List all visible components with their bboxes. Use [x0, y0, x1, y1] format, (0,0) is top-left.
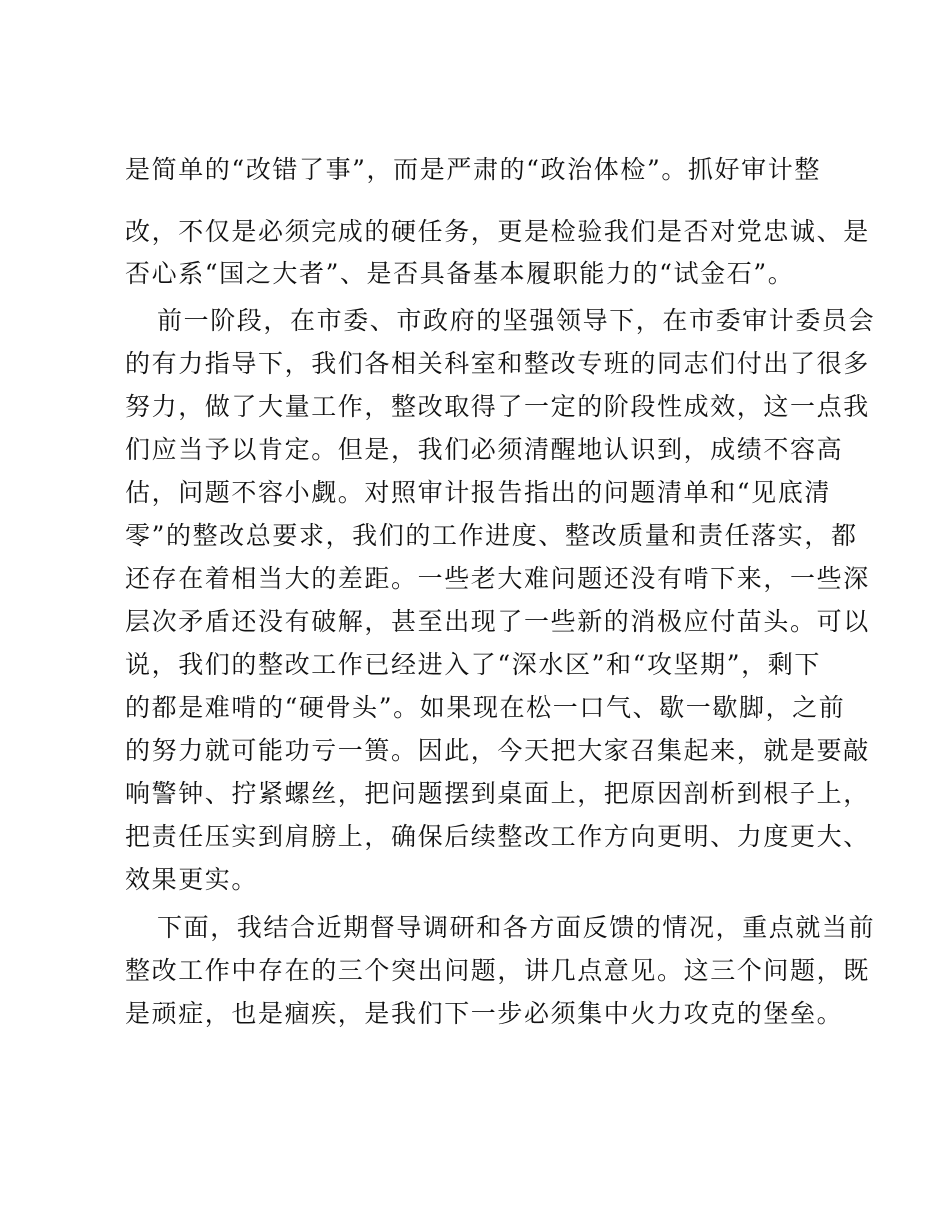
paragraph-start-line: 下面，我结合近期督导调研和各方面反馈的情况，重点就当前: [157, 913, 876, 942]
text-line: 努力，做了大量工作，整改取得了一定的阶段性成效，这一点我: [125, 392, 870, 421]
text-line: 们应当予以肯定。但是，我们必须清醒地认识到，成绩不容高: [125, 435, 844, 464]
text-line: 是顽症，也是痼疾，是我们下一步必须集中火力攻克的堡垒。: [125, 999, 844, 1028]
text-line: 说，我们的整改工作已经进入了“深水区”和“攻坚期”，剩下: [125, 650, 821, 679]
paragraph-start-line: 前一阶段，在市委、市政府的坚强领导下，在市委审计委员会: [157, 306, 876, 335]
text-line: 响警钟、拧紧螺丝，把问题摆到桌面上，把原因剖析到根子上，: [125, 779, 870, 808]
text-line: 的有力指导下，我们各相关科室和整改专班的同志们付出了很多: [125, 349, 870, 378]
text-line: 效果更实。: [125, 865, 259, 894]
text-line: 把责任压实到肩膀上，确保后续整改工作方向更明、力度更大、: [125, 822, 870, 851]
text-line: 层次矛盾还没有破解，甚至出现了一些新的消极应付苗头。可以: [125, 607, 870, 636]
text-line: 整改工作中存在的三个突出问题，讲几点意见。这三个问题，既: [125, 956, 870, 985]
text-line: 估，问题不容小觑。对照审计报告指出的问题清单和“见底清: [125, 478, 831, 507]
text-line: 否心系“国之大者”、是否具备基本履职能力的“试金石”。: [125, 259, 795, 288]
text-line: 的都是难啃的“硬骨头”。如果现在松一口气、歇一歇脚，之前: [125, 693, 846, 722]
text-line: 的努力就可能功亏一篑。因此，今天把大家召集起来，就是要敲: [125, 736, 870, 765]
text-line: 零”的整改总要求，我们的工作进度、整改质量和责任落实，都: [125, 521, 858, 550]
text-line: 还存在着相当大的差距。一些老大难问题还没有啃下来，一些深: [125, 564, 870, 593]
text-line: 改，不仅是必须完成的硬任务，更是检验我们是否对党忠诚、是: [125, 217, 870, 246]
text-line: 是简单的“改错了事”，而是严肃的“政治体检”。抓好审计整: [125, 155, 821, 184]
